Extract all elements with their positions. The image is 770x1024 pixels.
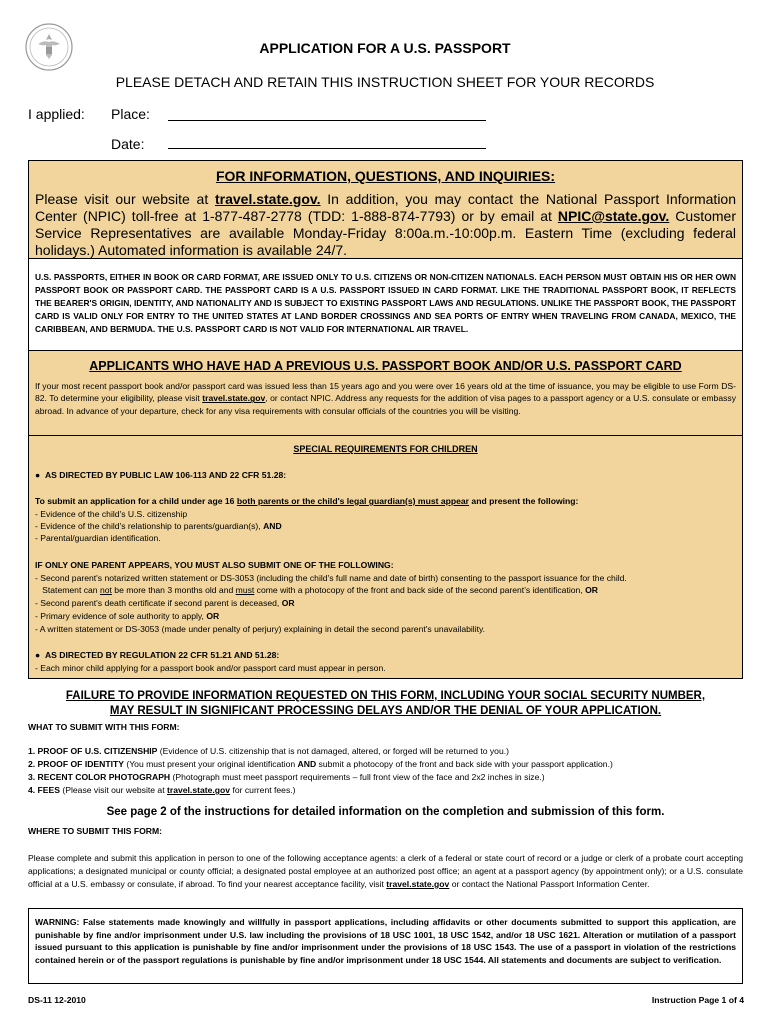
op2c: come with a photocopy of the front and back side of the second parent's identification,: [254, 585, 586, 595]
previous-text-1: If your most recent passport book and/or passport card was issued less than 15 years ago and you were over 16 years old at the time of issuance, you may be eligible to use Form DS-82. To determine your eligibility, please visit: [35, 381, 736, 404]
failure-line-1: FAILURE TO PROVIDE INFORMATION REQUESTED ON THIS FORM, INCLUDING YOUR SOCIAL SECURITY NUMBER,: [65, 690, 706, 702]
previous-passport-box: [28, 351, 743, 436]
reg-bullet: ● AS DIRECTED BY REGULATION 22 CFR 51.21 AND 51.28:: [35, 650, 280, 660]
info-text-1: Please visit our website at: [35, 191, 215, 207]
where-link[interactable]: travel.state.gov: [386, 879, 450, 889]
page-number: Instruction Page 1 of 4: [651, 995, 744, 1005]
req-2a: - Evidence of the child's relationship to parents/guardian(s),: [35, 521, 264, 531]
where-text: [28, 852, 743, 891]
children-intro: [35, 495, 736, 507]
form-id: DS-11 12-2010: [28, 995, 86, 1005]
one-parent-3: [35, 597, 736, 609]
info-heading: FOR INFORMATION, QUESTIONS, AND INQUIRIES:: [215, 168, 556, 184]
i2c: submit a photocopy of the front and back side with your passport application.): [316, 759, 613, 769]
website-link[interactable]: travel.state.gov.: [214, 191, 321, 207]
passport-notice: U.S. PASSPORTS, EITHER IN BOOK OR CARD FORMAT, ARE ISSUED ONLY TO U.S. CITIZENS OR NON-CITIZEN NATIONALS. EACH PERSON MUST OBTAIN HIS OR HER OWN PASSPORT BOOK OR PASSPORT CARD. THE PASSPORT CARD IS A U.S. PASSPORT ISSUED IN CARD FORMAT. LIKE THE TRADITIONAL PASSPORT BOOK, IT REFLECTS THE BEARER'S ORIGIN, IDENTITY, AND NATIONALITY AND IS SUBJECT TO EXISTING PASSPORT LAWS AND REGULATIONS. UNLIKE THE PASSPORT BOOK, THE PASSPORT CARD IS VALID ONLY FOR ENTRY TO THE UNITED STATES AT LAND BORDER CROSSINGS AND SEA PORTS OF ENTRY WHEN TRAVELING FROM CANADA, MEXICO, THE CARIBBEAN, AND BERMUDA. THE U.S. PASSPORT CARD IS NOT VALID FOR INTERNATIONAL AIR TRAVEL.: [35, 272, 736, 335]
intro-b: and present the following:: [469, 496, 579, 506]
intro-u: both parents or the child's legal guardian(s) must appear: [236, 496, 470, 506]
i4c: for current fees.): [230, 785, 296, 795]
submit-item-2: [28, 759, 613, 769]
see-page-note: See page 2 of the instructions for detailed information on the completion and submission of this form.: [106, 806, 665, 818]
where-text-1: Please complete and submit this application in person to one of the following acceptance agents: a clerk of a federal or state court of record or a judge or clerk of a probate court accepting applications; a designated municipal or county official; a designated postal employee at an authorized post office; an agent at a passport agency (by appointment only); or a U.S. consulate official at a U.S. embassy or consulate, if abroad. To find your nearest acceptance facility, visit: [28, 853, 743, 889]
one-parent-4: [35, 610, 736, 622]
i2a: (You must present your original identification: [123, 759, 298, 769]
where-text-2: or contact the National Passport Information Center.: [449, 879, 650, 889]
one-parent-heading: IF ONLY ONE PARENT APPEARS, YOU MUST ALSO SUBMIT ONE OF THE FOLLOWING:: [35, 560, 394, 570]
law-bullet: ● AS DIRECTED BY PUBLIC LAW 106-113 AND 22 CFR 51.28:: [35, 470, 287, 480]
email-link[interactable]: NPIC@state.gov.: [557, 208, 670, 224]
place-field[interactable]: [168, 120, 486, 121]
children-heading: SPECIAL REQUIREMENTS FOR CHILDREN: [293, 444, 478, 454]
submit-item-1: [28, 746, 509, 756]
op2a: Statement can: [35, 585, 100, 595]
i2b: 2. PROOF OF IDENTITY: [28, 759, 124, 769]
op3a: - Second parent's death certificate if second parent is deceased,: [35, 598, 282, 608]
info-text-2: In addition, you may contact the National Passport Information Center (NPIC) toll-free at 1-877-487-2778 (TDD: 1-888-874-7793) or by email at: [35, 191, 736, 224]
previous-text-2: , or contact NPIC. Address any requests for the addition of visa pages to a passport agency or a U.S. consulate or embassy abroad. In advance of your departure, check for any visa requirements with consular officials of the countries you will be visiting.: [35, 393, 736, 416]
op4-or: OR: [206, 611, 220, 621]
op4a: - Primary evidence of sole authority to apply,: [35, 611, 207, 621]
i4b: 4. FEES: [28, 785, 60, 795]
one-parent-1: - Second parent's notarized written statement or DS-3053 (including the child's full name and date of birth) consenting to the passport issuance for the child.: [35, 573, 627, 583]
previous-link[interactable]: travel.state.gov: [202, 393, 266, 404]
fees-link[interactable]: travel.state.gov: [167, 785, 231, 795]
reg-bullet-text: AS DIRECTED BY REGULATION 22 CFR 51.21 AND 51.28:: [44, 650, 280, 660]
failure-warning: [28, 689, 743, 719]
one-parent-2: [35, 584, 736, 596]
children-box: [28, 436, 743, 679]
failure-line-2: MAY RESULT IN SIGNIFICANT PROCESSING DELAYS AND/OR THE DENIAL OF YOUR APPLICATION.: [109, 705, 662, 717]
i1: (Evidence of U.S. citizenship that is not damaged, altered, or forged will be returned to you.): [157, 746, 509, 756]
i3b: 3. RECENT COLOR PHOTOGRAPH: [28, 772, 171, 782]
intro-a: To submit an application for a child under age 16: [35, 496, 237, 506]
place-label: Place:: [111, 106, 150, 122]
info-text-3: Customer Service Representatives are available Monday-Friday 8:00a.m.-10:00p.m. Eastern Time (excluding federal holidays.) Automated information is available 24/7.: [35, 208, 736, 258]
info-text: [35, 191, 736, 259]
op2b: be more than 3 months old and: [111, 585, 236, 595]
op2-or: OR: [585, 585, 598, 595]
where-heading: WHERE TO SUBMIT THIS FORM:: [28, 826, 162, 836]
i1b: 1. PROOF OF U.S. CITIZENSHIP: [28, 746, 158, 756]
op3-or: OR: [281, 598, 295, 608]
page-subtitle: PLEASE DETACH AND RETAIN THIS INSTRUCTION SHEET FOR YOUR RECORDS: [115, 74, 655, 90]
applied-label: I applied:: [28, 106, 85, 122]
i4a: (Please visit our website at: [60, 785, 167, 795]
warning-box: [28, 908, 743, 984]
submit-item-3: [28, 772, 545, 782]
info-box: [28, 160, 743, 259]
submit-item-4: [28, 785, 296, 795]
passport-notice-box: [28, 259, 743, 351]
i2and: AND: [297, 759, 317, 769]
warning-text: WARNING: False statements made knowingly and willfully in passport applications, including affidavits or other documents submitted to support this application, are punishable by fine and/or imprisonment under U.S. law including the provisions of 18 USC 1001, 18 USC 1542, and/or 18 USC 1621. Alteration or mutilation of a passport issued pursuant to this application is punishable by fine and/or imprisonment under the provisions of 18 USC 1543. The use of a passport in violation of the restrictions contained herein or of the passport regulations is punishable by fine and/or imprisonment under 18 USC 1544. All statements and documents are subject to verification.: [35, 917, 736, 965]
req-1: - Evidence of the child's U.S. citizenship: [35, 509, 188, 519]
page-title: APPLICATION FOR A U.S. PASSPORT: [259, 40, 511, 56]
submit-heading: WHAT TO SUBMIT WITH THIS FORM:: [28, 722, 180, 732]
date-label: Date:: [111, 136, 145, 152]
i3: (Photograph must meet passport requirements – full front view of the face and 2x2 inches in size.): [170, 772, 545, 782]
reg-1: - Each minor child applying for a passport book and/or passport card must appear in person.: [35, 663, 386, 673]
previous-text: [35, 380, 736, 417]
law-bullet-text: AS DIRECTED BY PUBLIC LAW 106-113 AND 22 CFR 51.28:: [44, 470, 287, 480]
req-2: [35, 520, 736, 532]
req-2b: AND: [263, 521, 282, 531]
previous-heading: APPLICANTS WHO HAVE HAD A PREVIOUS U.S. PASSPORT BOOK AND/OR U.S. PASSPORT CARD: [89, 359, 682, 373]
one-parent-5: - A written statement or DS-3053 (made under penalty of perjury) explaining in detail the second parent's unavailability.: [35, 624, 486, 634]
req-3: - Parental/guardian identification.: [35, 533, 161, 543]
op2-not: not: [99, 585, 112, 595]
op2-must: must: [235, 585, 255, 595]
date-field[interactable]: [168, 148, 486, 149]
